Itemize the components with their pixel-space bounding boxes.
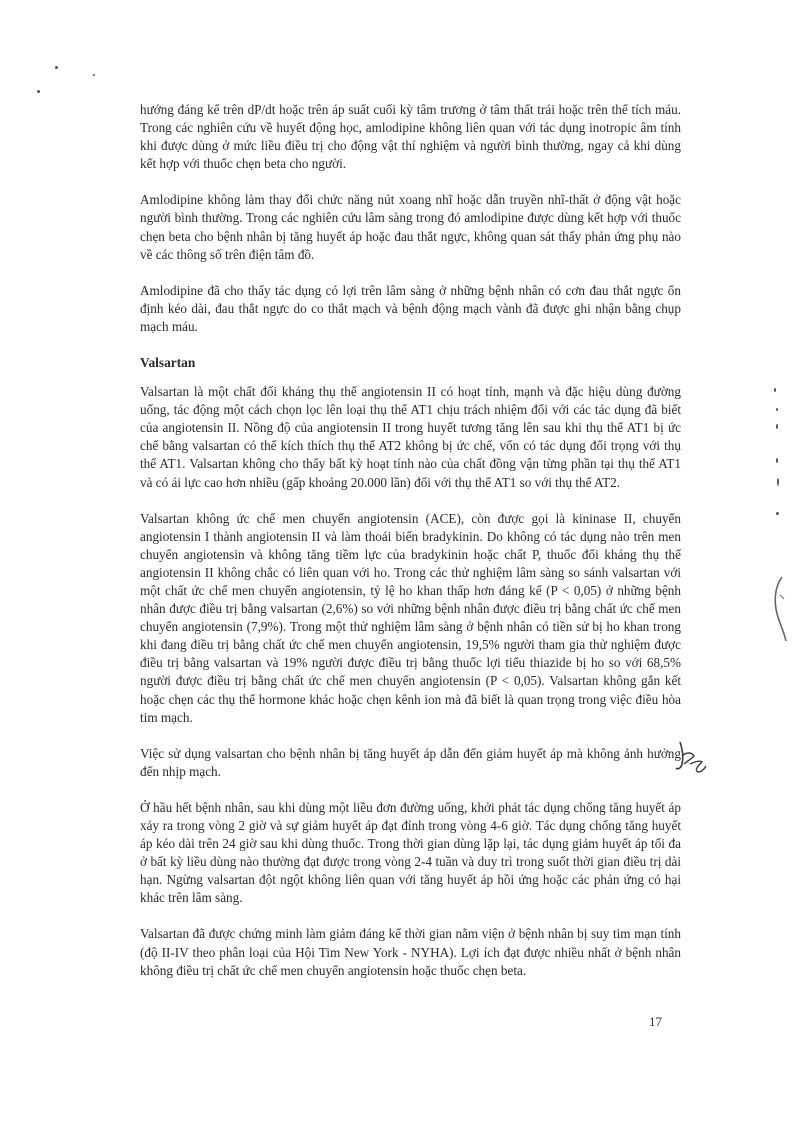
scan-speck xyxy=(774,388,776,392)
scan-speck xyxy=(93,74,95,76)
scan-speck xyxy=(776,424,778,429)
paragraph: Amlodipine đã cho thấy tác dụng có lợi trên lâm sàng ở những bệnh nhân có cơn đau thắt ngực ổn định kéo dài, đau thắt ngực do co thắt mạch và bệnh động mạch vành đã được ghi nhận bằng chụp mạch máu. xyxy=(140,282,681,334)
paragraph: Valsartan không ức chế men chuyển angiotensin (ACE), còn được gọi là kininase II, chuyển angiotensin I thành angiotensin II và làm thoái biến bradykinin. Do không có tác dụng nào trên men chuyển angiotensin và không tăng tiềm lực của bradykinin hoặc chất P, thuốc đối kháng thụ thể angiotensin II không chắc có liên quan với ho. Trong các thử nghiệm lâm sàng so sánh valsartan với một chất ức chế men chuyển angiotensin, tỷ lệ ho khan thấp hơn đáng kể (P < 0,05) ở những bệnh nhân được điều trị bằng valsartan (2,6%) so với những bệnh nhân được điều trị bằng chất ức chế men chuyển angiotensin (7,9%). Trong một thử nghiệm lâm sàng ở bệnh nhân có tiền sử bị ho khan trong khi đang điều trị bằng chất ức chế men chuyển angiotensin, 19,5% người tham gia thử nghiệm được điều trị bằng valsartan và 19% người được điều trị bằng thuốc lợi tiểu thiazide bị ho so với 68,5% người được điều trị bằng chất ức chế men chuyển angiotensin (P < 0,05). Valsartan không gắn kết hoặc chẹn các thụ thể hormone khác hoặc chẹn kênh ion mà đã biết là quan trọng trong việc điều hòa tim mạch. xyxy=(140,510,681,725)
paragraph: Ở hầu hết bệnh nhân, sau khi dùng một liều đơn đường uống, khởi phát tác dụng chống tăng huyết áp xảy ra trong vòng 2 giờ và sự giảm huyết áp đạt đỉnh trong vòng 4-6 giờ. Tác dụng chống tăng huyết áp kéo dài trên 24 giờ sau khi dùng thuốc. Trong thời gian dùng lặp lại, tác dụng giảm huyết áp tối đa ở bất kỳ liều dùng nào thường đạt được trong vòng 2-4 tuần và duy trì trong suốt thời gian điều trị dài hạn. Ngừng valsartan đột ngột không liên quan với tăng huyết áp hồi ứng hoặc các phản ứng có hại khác trên lâm sàng. xyxy=(140,799,681,906)
section-heading: Valsartan xyxy=(140,355,196,371)
document-body xyxy=(140,101,681,998)
paragraph: Valsartan là một chất đối kháng thụ thể angiotensin II có hoạt tính, mạnh và đặc hiệu dùng đường uống, tác động một cách chọn lọc lên loại thụ thể AT1 chịu trách nhiệm đối với các tác dụng đã biết của angiotensin II. Nồng độ của angiotensin II trong huyết tương tăng lên sau khi thụ thể AT1 bị ức chế bằng valsartan có thể kích thích thụ thể AT2 không bị ức chế, vốn có tác dụng đối trọng với thụ thể AT1. Valsartan không cho thấy bất kỳ hoạt tính nào của chất đồng vận từng phần tại thụ thể AT1 và có ái lực cao hơn nhiều (gấp khoảng 20.000 lần) đối với thụ thể AT1 so với thụ thể AT2. xyxy=(140,384,681,490)
paragraph: Amlodipine không làm thay đổi chức năng nút xoang nhĩ hoặc dẫn truyền nhĩ-thất ở động vật hoặc người bình thường. Trong các nghiên cứu lâm sàng trong đó amlodipine được dùng kết hợp với thuốc chẹn beta cho bệnh nhân bị tăng huyết áp hoặc đau thắt ngực, không quan sát thấy phản ứng phụ nào về các thông số trên điện tâm đồ. xyxy=(140,192,681,262)
scan-speck xyxy=(776,458,778,463)
paragraph: Việc sử dụng valsartan cho bệnh nhân bị tăng huyết áp dẫn đến giảm huyết áp mà không ảnh hưởng đến nhịp mạch. xyxy=(140,745,681,779)
scan-speck xyxy=(37,90,40,93)
paragraph: hướng đáng kể trên dP/dt hoặc trên áp suất cuối kỳ tâm trương ở tâm thất trái hoặc trên thể tích máu. Trong các nghiên cứu về huyết động học, amlodipine không liên quan với tác dụng inotropic âm tính khi được dùng ở mức liều điều trị cho động vật thí nghiệm và người bình thường, ngay cả khi dùng kết hợp với thuốc chẹn beta cho người. xyxy=(140,102,681,172)
scan-speck xyxy=(55,66,58,69)
paragraph: Valsartan đã được chứng minh làm giảm đáng kể thời gian nằm viện ở bệnh nhân bị suy tim mạn tính (độ II-IV theo phân loại của Hội Tim New York - NYHA). Lợi ích đạt được nhiều nhất ở bệnh nhân không điều trị chất ức chế men chuyển angiotensin hoặc thuốc chẹn beta. xyxy=(140,926,681,978)
page-number: 17 xyxy=(649,1014,662,1029)
scan-speck xyxy=(776,512,779,515)
margin-scribble xyxy=(762,575,792,645)
scan-speck xyxy=(776,408,778,411)
scan-speck xyxy=(777,478,779,486)
